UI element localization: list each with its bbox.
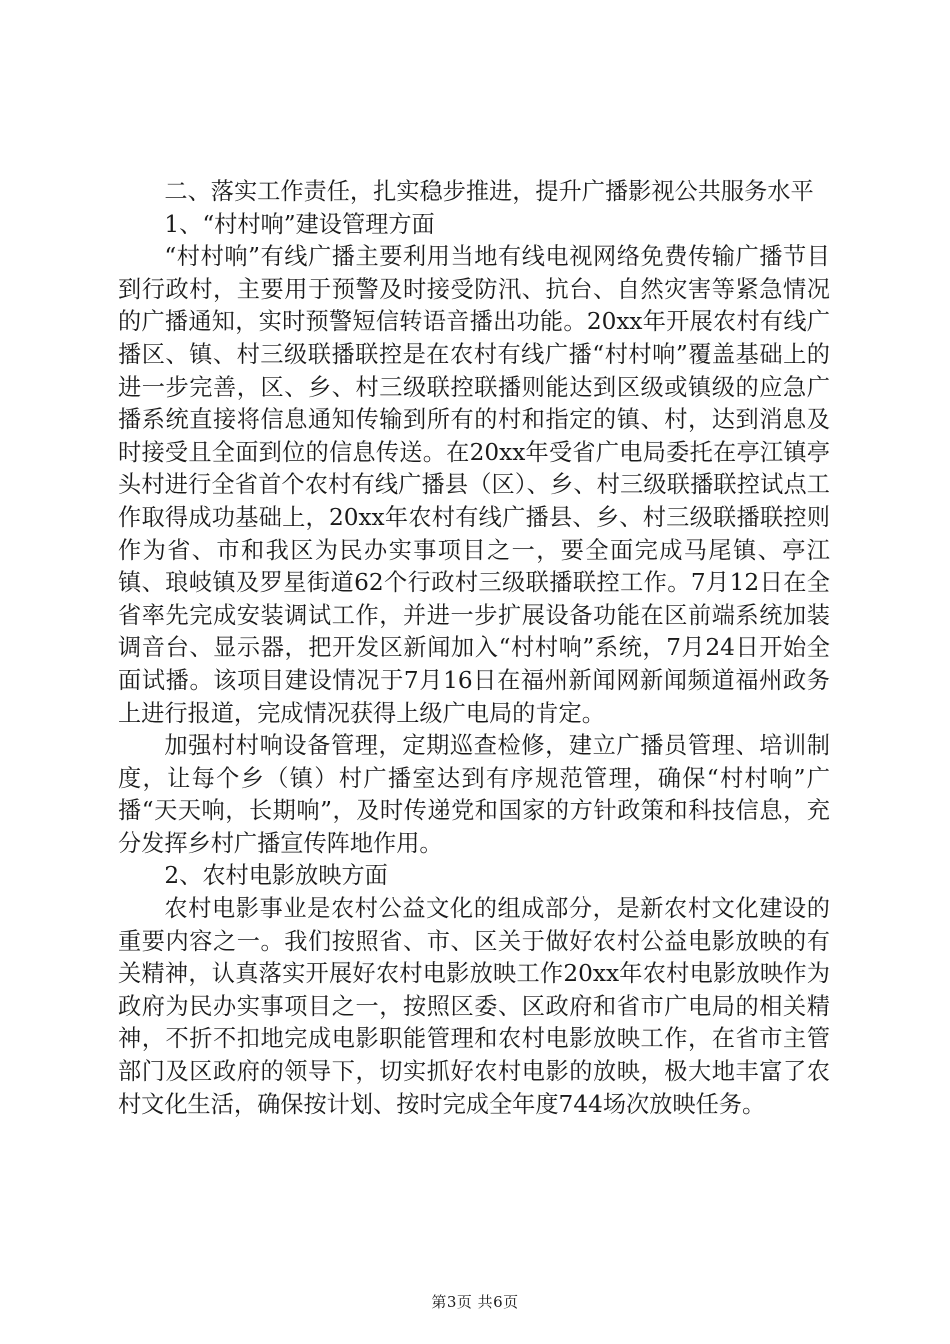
body-paragraph: 农村电影事业是农村公益文化的组成部分，是新农村文化建设的重要内容之一。我们按照省、市、区关于做好农村公益电影放映的有关精神，认真落实开展好农村电影放映工作20xx年农村电影放映作为政府为民办实事项目之一，按照区委、区政府和省市广电局的相关精神，不折不扣地完成电影职能管理和农村电影放映工作，在省市主管部门及区政府的领导下，切实抓好农村电影的放映，极大地丰富了农村文化生活，确保按计划、按时完成全年度744场次放映任务。: [118, 895, 830, 1118]
body-paragraph: “村村响”有线广播主要利用当地有线电视网络免费传输广播节目到行政村，主要用于预警及时接受防汛、抗台、自然灾害等紧急情况的广播通知，实时预警短信转语音播出功能。20xx年开展农村有线广播区、镇、村三级联播联控是在农村有线广播“村村响”覆盖基础上的进一步完善，区、乡、村三级联控联播则能达到区级或镇级的应急广播系统直接将信息通知传输到所有的村和指定的镇、村，达到消息及时接受且全面到位的信息传送。在20xx年受省广电局委托在亭江镇亭头村进行全省首个农村有线广播县（区）、乡、村三级联播联控试点工作取得成功基础上，20xx年农村有线广播县、乡、村三级联播联控则作为省、市和我区为民办实事项目之一，要全面完成马尾镇、亭江镇、琅岐镇及罗星街道62个行政村三级联播联控工作。7月12日在全省率先完成安装调试工作，并进一步扩展设备功能在区前端系统加装调音台、显示器，把开发区新闻加入“村村响”系统，7月24日开始全面试播。该项目建设情况于7月16日在福州新闻网新闻频道福州政务上进行报道，完成情况获得上级广电局的肯定。: [118, 243, 830, 727]
body-paragraph: 加强村村响设备管理，定期巡查检修，建立广播员管理、培训制度，让每个乡（镇）村广播室达到有序规范管理，确保“村村响”广播“天天响，长期响”，及时传递党和国家的方针政策和科技信息，充分发挥乡村广播宣传阵地作用。: [118, 732, 830, 857]
section-heading: 二、落实工作责任，扎实稳步推进，提升广播影视公共服务水平: [164, 178, 814, 205]
document-body: [118, 176, 830, 1121]
subsection-heading-rural-film: 2、农村电影放映方面: [164, 862, 388, 890]
page-number-footer: 第3页 共6页: [431, 1293, 519, 1311]
subsection-heading-village-broadcast: 1、“村村响”建设管理方面: [164, 210, 435, 238]
